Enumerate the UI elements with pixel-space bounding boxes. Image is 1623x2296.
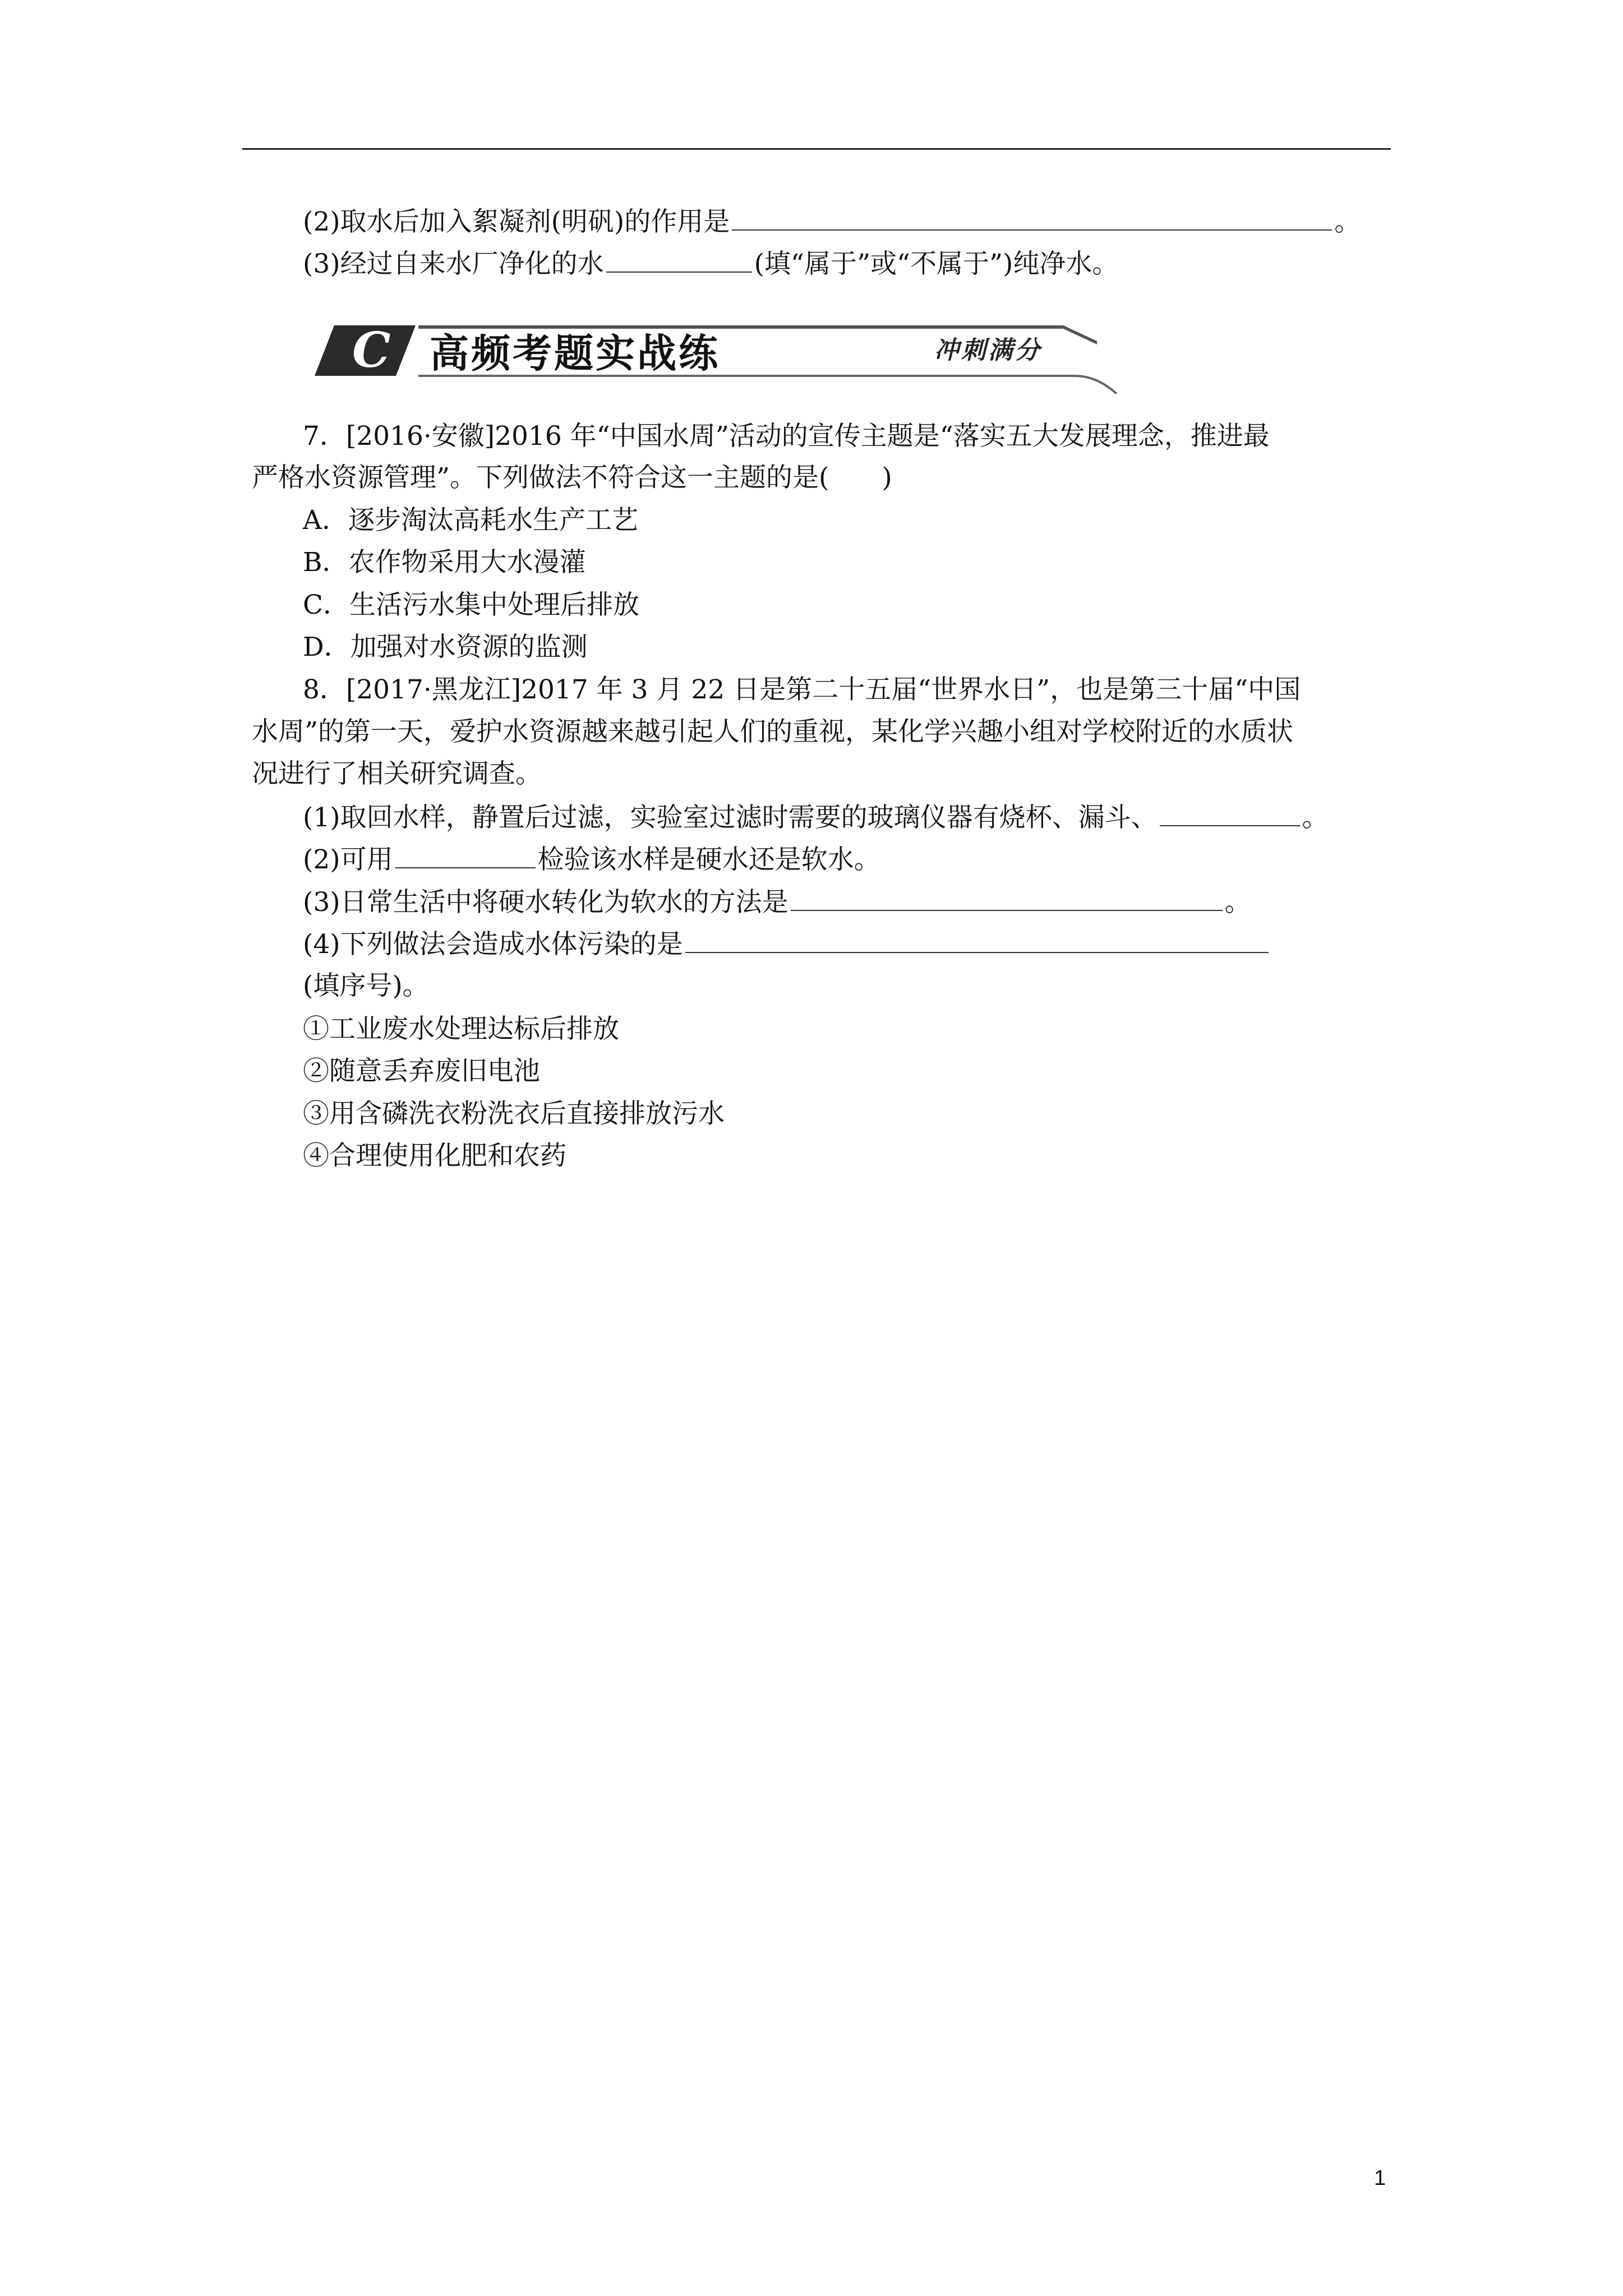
- q7-stem-line2: 严格水资源管理”。下列做法不符合这一主题的是( ): [252, 462, 892, 493]
- q8-sub4: (4)下列做法会造成水体污染的是: [303, 927, 1271, 961]
- q8-stem-line1: 8．[2017·黑龙江]2017 年 3 月 22 日是第二十五届“世界水日”，也是第三十届“中国: [303, 674, 1301, 705]
- q8-sub3: (3)日常生活中将硬水转化为软水的方法是 。: [303, 885, 1251, 919]
- answer-blank[interactable]: [791, 885, 1223, 911]
- banner-letter: C: [352, 322, 391, 379]
- answer-blank[interactable]: [732, 205, 1332, 231]
- q8-sub2: (2)可用 检验该水样是硬水还是软水。: [303, 843, 880, 877]
- q7-stem-line1: 7．[2016·安徽]2016 年“中国水周”活动的宣传主题是“落实五大发展理念，推进最: [303, 421, 1270, 452]
- q8-sub4-hint: (填序号)。: [303, 970, 429, 1001]
- q8-item-4: ④合理使用化肥和农药: [303, 1140, 566, 1171]
- section-subtitle: 冲刺满分: [934, 336, 1042, 365]
- q8-item-3: ③用含磷洗衣粉洗衣后直接排放污水: [303, 1098, 725, 1129]
- section-title: 高频考题实战练: [430, 330, 720, 376]
- q6-sub2: (2)取水后加入絮凝剂(明矾)的作用是 。: [303, 205, 1361, 239]
- page-number: 1: [1374, 2166, 1386, 2190]
- header-rule: [242, 148, 1391, 150]
- q8-stem-line2: 水周”的第一天，爱护水资源越来越引起人们的重视，某化学兴趣小组对学校附近的水质状: [252, 716, 1294, 747]
- q7-option-a[interactable]: A．逐步淘汰高耗水生产工艺: [303, 505, 638, 536]
- answer-blank[interactable]: [1160, 800, 1300, 826]
- q8-stem-line3: 况进行了相关研究调查。: [252, 758, 542, 789]
- q7-option-c[interactable]: C．生活污水集中处理后排放: [303, 590, 639, 620]
- q8-sub1: (1)取回水样，静置后过滤，实验室过滤时需要的玻璃仪器有烧杯、漏斗、 。: [303, 800, 1329, 835]
- q8-item-2: ②随意丢弃废旧电池: [303, 1056, 540, 1087]
- q7-option-d[interactable]: D．加强对水资源的监测: [303, 632, 588, 662]
- q6-sub3: (3)经过自来水厂净化的水 (填“属于”或“不属于”)纯净水。: [303, 247, 1118, 281]
- q7-option-b[interactable]: B．农作物采用大水漫灌: [303, 547, 586, 578]
- answer-blank[interactable]: [606, 247, 752, 273]
- answer-blank[interactable]: [395, 843, 536, 868]
- q8-item-1: ①工业废水处理达标后排放: [303, 1014, 619, 1045]
- section-banner: [312, 310, 1119, 394]
- answer-blank[interactable]: [685, 927, 1269, 953]
